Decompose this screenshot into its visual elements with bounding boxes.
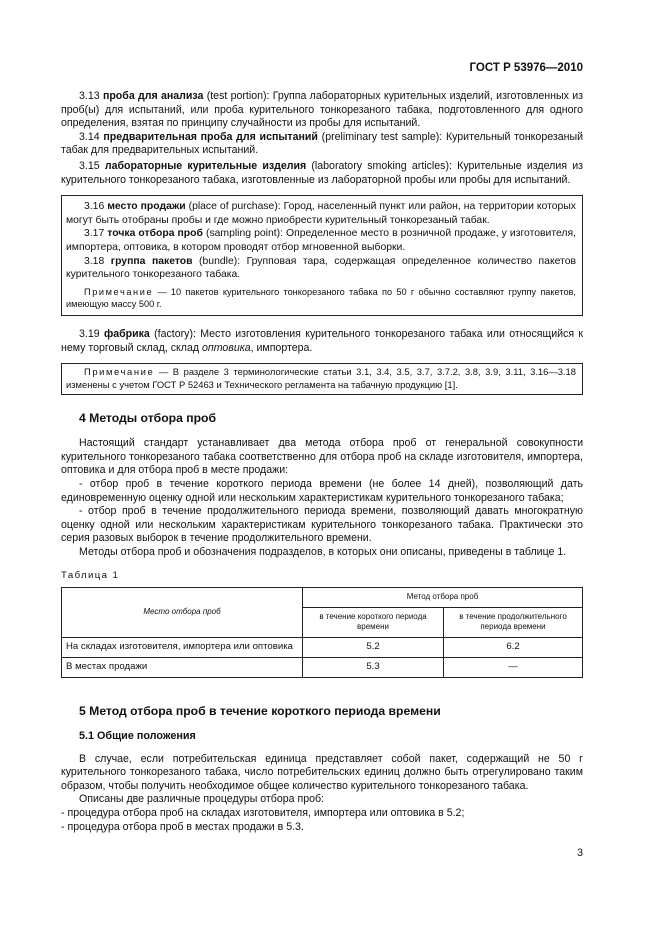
section5-heading: 5 Метод отбора проб в течение короткого периода времени: [79, 703, 441, 718]
table-cell-long: 6.2: [444, 637, 583, 657]
table-cell-short: 5.2: [303, 637, 444, 657]
section4-paragraph: Методы отбора проб и обозначения подразделов, в которых они описаны, приведены в таблице 1.: [79, 546, 567, 559]
def-number: 3.14: [79, 130, 100, 143]
table-cell-short: 5.3: [303, 657, 444, 677]
section5-paragraph: В случае, если потребительская единица представляет собой пакет, содержащий не 50 г курительного тонкорезаного табака, число потребительских единиц должно быть отрегулировано таким образом, чтобы получить необходимое общее количество курительного тонкорезаного табака.: [61, 752, 583, 792]
definition-3-18: [66, 255, 576, 282]
table-cell-long: —: [444, 657, 583, 677]
def-text: (test portion): Группа лабораторных курительных изделий, изготовленных из проб(ы) для испытаний, или проба курительного тонкорезаного табака, подготовленного для одного определения, взятая по принципу случайности из пробы для испытаний.: [61, 90, 583, 130]
def-text: (place of purchase): Город, населенный пункт или район, на территории которых могут быть отобраны пробы и где можно приобрести курительный тонкорезаный табак.: [66, 201, 576, 226]
document-body: [61, 90, 583, 834]
section5-list-item: - процедура отбора проб на складах изготовителя, импортера или оптовика в 5.2;: [61, 807, 465, 819]
table-1: [61, 587, 583, 678]
table-row: [62, 637, 583, 657]
definition-3-15: [61, 160, 583, 187]
section5-list-item: - процедура отбора проб в местах продажи в 5.3.: [61, 820, 304, 833]
def-number: 3.17: [84, 228, 105, 240]
definition-3-17: [66, 227, 576, 254]
table-caption: Таблица 1: [61, 569, 120, 581]
definition-3-14: [61, 131, 583, 158]
table-header-long: в течение продолжительного периода времени: [444, 607, 583, 637]
note-label: Примечание: [84, 286, 154, 297]
definition-3-13: [61, 90, 583, 131]
def-number: 3.13: [79, 90, 100, 102]
note-text: — 10 пакетов курительного тонкорезаного табака по 50 г обычно составляют группу пакетов, имеющую массу 500 г.: [66, 286, 576, 310]
def-term: место продажи: [107, 201, 186, 213]
table-header-place: Место отбора проб: [62, 587, 303, 637]
note-text: — В разделе 3 терминологические статьи 3.1, 3.4, 3.5, 3.7, 3.7.2, 3.8, 3.9, 3.11, 3.16—3.18 изменены с учетом ГОСТ Р 52463 и Технического регламента на табачную продукцию [1].: [66, 366, 576, 390]
table-header-row: [62, 587, 583, 607]
def-term: точка отбора проб: [107, 228, 203, 240]
document-header-id: ГОСТ Р 53976—2010: [469, 62, 583, 74]
section4-paragraph: - отбор проб в течение короткого периода времени (не более 14 дней), позволяющий дать единовременную оценку одной или нескольким характеристикам курительного тонкорезаного табака;: [61, 478, 583, 504]
page-number: 3: [577, 847, 583, 859]
definition-3-16: [66, 200, 576, 227]
subsection-5-1-heading: 5.1 Общие положения: [79, 729, 196, 742]
def-text: (factory): Место изготовления курительного тонкорезаного табака или относящийся к нему торговый склад, склад: [61, 327, 583, 354]
section3-note: [66, 366, 576, 391]
definition-3-19: [61, 328, 583, 355]
def-text: (bundle): Групповая тара, содержащая определенное количество пакетов курительного тонкорезаного табака.: [66, 255, 576, 281]
def-text: (sampling point): Определенное место в розничной продаже, у изготовителя, импортера, оптовика, в котором проводят отбор мгновенной выборки.: [66, 228, 576, 253]
def-term: группа пакетов: [110, 255, 193, 267]
table-cell-place: На складах изготовителя, импортера или оптовика: [62, 637, 303, 657]
section4-paragraph: Настоящий стандарт устанавливает два метода отбора проб от генеральной совокупности курительного тонкорезаного табака соответственно для отбора проб на складе изготовителя, импортера, оптовика и для отбора проб в месте продажи:: [61, 437, 583, 477]
def-term: лабораторные курительные изделия: [104, 159, 307, 172]
def-term: предварительная проба для испытаний: [103, 130, 318, 143]
def-text: (laboratory smoking articles): Курительные изделия из курительного тонкорезаного табака, изготовленные из лабораторной пробы или пробы для испытаний.: [61, 159, 583, 186]
def-term: фабрика: [103, 327, 150, 340]
def-number: 3.19: [79, 327, 100, 340]
section4-paragraph: - отбор проб в течение продолжительного периода времени, позволяющий давать многократную оценку одной или нескольким характеристикам курительного тонкорезаного табака. Практически это серия разовых выборок в течение продолжительного времени.: [61, 505, 583, 545]
def-number: 3.18: [84, 255, 105, 267]
table-header-short: в течение короткого периода времени: [303, 607, 444, 637]
section4-heading: 4 Методы отбора проб: [79, 411, 217, 426]
def-number: 3.15: [79, 159, 100, 172]
def-term: проба для анализа: [102, 90, 204, 102]
note-3-18: [66, 286, 576, 311]
def-text: (preliminary test sample): Курительный тонкорезаный табак для предварительных испытаний.: [61, 130, 584, 157]
section3-note-box: [61, 363, 583, 395]
def-text-italic: оптовика: [201, 341, 251, 354]
table-header-method: Метод отбора проб: [303, 587, 583, 607]
note-label: Примечание: [84, 366, 155, 378]
def-text: , импортера.: [250, 341, 313, 354]
section5-paragraph: Описаны две различные процедуры отбора проб:: [79, 793, 325, 806]
table-cell-place: В местах продажи: [62, 657, 303, 677]
table-row: [62, 657, 583, 677]
changed-definitions-box: [61, 195, 583, 316]
def-number: 3.16: [84, 201, 105, 213]
